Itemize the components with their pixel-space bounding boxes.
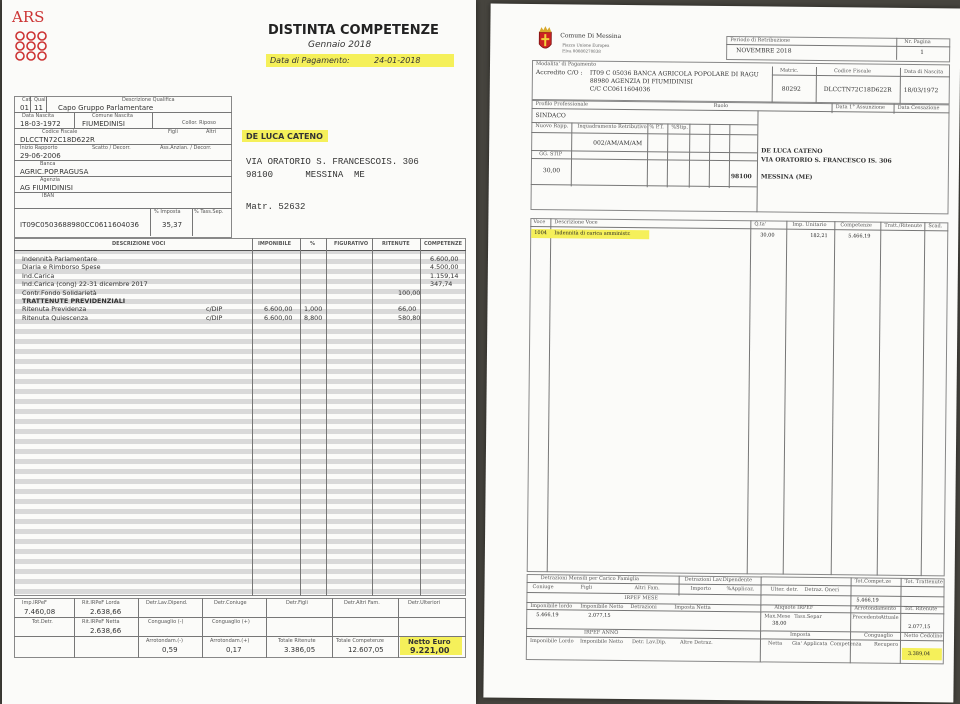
bank-line-2: 88980 AGENZIA DI FIUMIDINISI — [589, 77, 693, 86]
col-trattenute: Tratt./Ritenute — [884, 222, 923, 230]
col-figurativo: FIGURATIVO — [334, 241, 369, 247]
anno-altre-label: Altre Detraz. — [679, 639, 713, 646]
qual-label: Qual. — [34, 97, 48, 103]
cat-value: 01 — [20, 104, 29, 112]
anno-detr-label: Detr. Lav.Dip. — [631, 639, 667, 646]
cessazione-label: Data Cessazione — [897, 104, 940, 112]
page-value: 1 — [920, 49, 925, 57]
tot-competenze-label: Totale Competenze — [336, 638, 384, 644]
imposta-value: 35,37 — [162, 221, 183, 229]
max-mese-value: 38,00 — [772, 620, 787, 627]
aliquote-label: Aliquote IRPEF — [774, 604, 814, 611]
row-desc: Diaria e Rimborso Spese — [22, 263, 101, 272]
max-mese-label: Max.Mese — [764, 613, 791, 620]
anzianita-label: Ass.Anzian. / Decorr. — [160, 145, 212, 151]
bank-line-1: IT09 C 05036 BANCA AGRICOLA POPOLARE DI RAGU — [589, 69, 759, 79]
payment-date-label: Data di Pagamento: — [270, 56, 350, 65]
competenza-label: Competenza — [829, 641, 862, 648]
irpef-mese-label: IRPEF MESE — [624, 594, 659, 602]
col-imponibile: IMPONIBILE — [258, 241, 292, 247]
row-desc: TRATTENUTE PREVIDENZIALI — [22, 297, 126, 305]
arrot-pos-label: Arrotondam.(+) — [210, 638, 250, 644]
codice-fiscale-label: Codice Fiscale — [833, 68, 871, 75]
row-extra: c/DIP — [206, 313, 223, 322]
iban-label: IBAN — [42, 193, 55, 199]
netto-cedolino-value: 3.389,04 — [907, 650, 931, 658]
ruolo-label: Ruolo — [713, 102, 729, 110]
netto-value: 9.221,00 — [410, 646, 450, 655]
inquadramento-value: 002/AM/AM/AM — [593, 139, 643, 148]
recipient-zip: 98100 — [730, 173, 752, 181]
row-competenze: 5.466,19 — [848, 233, 871, 240]
period-value: NOVEMBRE 2018 — [736, 47, 792, 55]
period-label: Periodo di Retribuzione — [730, 37, 791, 44]
row-desc: Ind.Carica (cong) 22-31 dicembre 2017 — [22, 280, 148, 289]
conguaglio-neg-label: Conguaglio (-) — [148, 619, 184, 625]
matricola: Matr. 52632 — [246, 202, 306, 212]
arrot-pos-value: 0,17 — [226, 646, 242, 654]
comune-address: Piazza Unione Europea — [562, 42, 610, 48]
row-imp: 6.600,00 — [264, 313, 293, 322]
imp-lordo-value: 5.466,19 — [536, 612, 559, 619]
part-time-label: % P.T. — [649, 124, 664, 131]
imp-irpef-value: 7.460,08 — [24, 608, 56, 616]
row-comp: 1.159,14 — [430, 271, 459, 280]
tass-sep-label: % Tass.Sep. — [194, 209, 224, 215]
matricola-value: 80292 — [781, 85, 801, 93]
agency-value: AG FIUMIDINISI — [20, 184, 73, 192]
detr-ulteriori-label: Detr.Ulteriori — [408, 600, 441, 606]
row-pct: 8,800 — [304, 313, 323, 322]
agency-label: Agenzia — [40, 177, 60, 183]
imposta-netta-label: Imposta Netta — [674, 604, 711, 611]
tot-ritenute-value: 2.077,15 — [908, 623, 931, 631]
tax-code-value: DLCCTN72C18D622R — [20, 136, 95, 144]
recipient-city: MESSINA (ME) — [760, 173, 813, 181]
row-comp: 6.600,00 — [430, 255, 459, 263]
recipient-name: DE LUCA CATENO — [246, 132, 323, 141]
profilo-label: Profilo Professionale — [535, 101, 589, 108]
bank-label: Banca — [40, 161, 56, 167]
ars-logo-icon — [14, 30, 48, 66]
row-desc: Contr.Fondo Solidarietà — [22, 288, 97, 297]
coniuge-label: Coniuge — [532, 584, 554, 591]
col-quantita: Q.ta' — [754, 221, 767, 228]
col-competenze: Competenze — [840, 222, 872, 229]
comune-piva: P.Iva 00080270838 — [562, 48, 601, 54]
tot-ritenute-label: Tot. Ritenute — [904, 605, 938, 613]
row-quantita: 30,00 — [760, 232, 775, 239]
row-comp: 4.500,00 — [430, 263, 459, 272]
col-descrizione-voci: DESCRIZIONE VOCI — [112, 241, 166, 247]
imp-irpef-label: Imp.IRPeF — [22, 600, 47, 606]
col-descrizione: Descrizione Voce — [554, 219, 598, 226]
col-competenze: COMPETENZE — [424, 241, 463, 247]
imposta-label: Imposta — [790, 631, 811, 638]
tot-trattenute-label: Tot. Trattenute — [904, 578, 943, 586]
arrotondamento-label: Arrotondamento — [854, 605, 897, 612]
arrot-neg-value: 0,59 — [162, 646, 178, 654]
gia-applicata-label: Gia' Applicata — [791, 640, 828, 648]
imp-netto-label: Imponibile Netto — [580, 603, 624, 610]
arrot-neg-label: Arrotondam.(-) — [146, 638, 183, 644]
row-desc: Ritenuta Previdenza — [22, 305, 87, 314]
rit-netta-value: 2.638,66 — [90, 627, 122, 635]
row-desc: Ind.Carica — [22, 271, 55, 280]
recupero-label: Recupero — [873, 641, 899, 648]
birth-place-label: Comune Nascita — [92, 113, 133, 119]
desc-qual-label: Descrizione Qualifica — [122, 97, 175, 103]
payment-date-value: 24-01-2018 — [374, 56, 421, 65]
detraz-oneri-label: Detraz. Oneri — [804, 586, 839, 594]
rit-lorda-value: 2.638,66 — [90, 608, 122, 616]
messina-coat-of-arms-icon — [536, 24, 554, 58]
recipient-address: VIA ORATORIO S. FRANCESCOIS. 306 — [246, 157, 419, 167]
imp-netto-value: 2.077,15 — [588, 612, 611, 619]
altri-fam-label: Altri Fam. — [634, 585, 660, 592]
detr-lav-label: Detrazioni Lav.Dipendente — [684, 576, 753, 584]
detr-mensili-label: Detrazioni Mensili per Carico Famiglia — [540, 575, 640, 583]
recipient-name: DE LUCA CATENO — [761, 147, 823, 156]
tot-compet-value: 5.466,19 — [856, 597, 879, 604]
nuovo-rapp-label: Nuovo Rapp. — [535, 123, 569, 130]
tot-ritenute-value: 3.386,05 — [284, 646, 316, 654]
birth-date-value: 18/03/1972 — [903, 86, 939, 95]
desc-qual-value: Capo Gruppo Parlamentare — [58, 104, 154, 112]
imposta-label: % Imposta — [154, 209, 181, 215]
inquadramento-label: Inquadramento Retributivo — [577, 123, 647, 131]
netto-label: Netto Euro — [408, 638, 451, 646]
accredito-label: Accredito C/O : — [535, 69, 583, 77]
col-scadenza: Scad. — [928, 223, 943, 230]
conguaglio-pos-label: Conguaglio (+) — [212, 619, 250, 625]
conguaglio-label: Conguaglio — [864, 632, 893, 639]
matricola-label: Matric. — [779, 67, 799, 74]
recipient-city: 98100 MESSINA ME — [246, 170, 365, 180]
precedente-label: Precedente — [852, 614, 882, 621]
tass-separ-label: Tass.Separ — [794, 613, 822, 621]
gg-stip-value: 30,00 — [542, 167, 561, 175]
birth-date-label: Data di Nascita — [903, 68, 944, 76]
row-imp-unitario: 182,21 — [810, 232, 828, 240]
iban-value: IT09C0503688980CC0611604036 — [20, 221, 139, 229]
row-comp: 347,74 — [430, 280, 453, 289]
birth-label: Data Nascita — [22, 113, 55, 119]
comune-name: Comune Di Messina — [560, 32, 622, 40]
cat-label: Cat. — [22, 97, 33, 103]
ulter-detr-label: Ulter. detr. — [770, 586, 798, 593]
start-date-value: 29-06-2006 — [20, 152, 61, 160]
gg-stip-label: GG. STIP — [539, 151, 563, 158]
codice-fiscale-value: DLCCTN72C18D622R — [823, 86, 892, 94]
assunzione-label: Data 1° Assunzione — [835, 104, 886, 111]
row-desc: Ritenuta Quiescenza — [22, 313, 89, 322]
applicaz-label: %Applicaz. — [726, 586, 755, 593]
row-rit: 66,00 — [398, 305, 417, 314]
anno-imp-lordo-label: Imponibile Lordo — [529, 638, 574, 645]
imp-lordo-label: Imponibile lordo — [530, 603, 573, 610]
document-period: Gennaio 2018 — [308, 40, 372, 50]
bank-value: AGRIC.POP.RAGUSA — [20, 168, 89, 176]
ars-logo-text: ARS — [12, 8, 45, 26]
recipient-address: VIA ORATORIO S. FRANCESCO IS. 306 — [760, 156, 892, 165]
scatto-label: Scatto / Decorr. — [92, 145, 131, 151]
irpef-anno-label: IRPEF ANNO — [584, 629, 619, 636]
figli-label: Figli — [580, 584, 593, 591]
rit-lorda-label: Rit.IRPeF Lorda — [82, 600, 120, 606]
row-imp: 6.600,00 — [264, 305, 293, 314]
row-voce: 1004 — [534, 230, 548, 237]
detr-altri-label: Detr.Altri Fam. — [344, 600, 380, 606]
birth-date-value: 18-03-1972 — [20, 120, 61, 128]
row-rit: 100,00 — [398, 288, 421, 297]
start-label: Inizio Rapporto — [20, 145, 58, 151]
row-rit: 580,80 — [398, 313, 421, 322]
tot-detr-label: Tot.Detr. — [32, 619, 53, 625]
row-pct: 1,000 — [304, 305, 323, 314]
birth-place-value: FIUMEDINISI — [82, 120, 125, 128]
ars-payslip — [2, 0, 476, 704]
row-desc: Indennità Parlamentare — [22, 255, 98, 263]
attuale-label: Attuale — [880, 614, 899, 621]
altri-label: Altri — [206, 129, 217, 135]
col-imp-unitario: Imp. Unitario — [792, 221, 827, 229]
figli-label: Figli — [168, 129, 178, 135]
netto-cedolino-label: Netto Cedolino — [904, 632, 943, 640]
bank-line-3: C/C CC0611604036 — [589, 85, 651, 94]
row-descrizione: Indennità di carica amministr. — [554, 230, 631, 238]
tax-code-label: Codice Fiscale — [42, 129, 78, 135]
tot-compet-label: Tot.Compet.ze — [854, 578, 892, 585]
rit-netta-label: Rit.IRPeF Netta — [82, 619, 120, 625]
items-table — [527, 218, 949, 576]
page-label: Nr. Pagina — [904, 38, 931, 46]
document-title: DISTINTA COMPETENZE — [268, 23, 439, 38]
importo-label: Importo — [690, 585, 711, 592]
detr-lav-label: Detr.Lav.Dipend. — [146, 600, 188, 606]
row-extra: c/DIP — [206, 305, 223, 314]
stip-label: %Stip. — [671, 124, 688, 131]
col-percent: % — [310, 241, 316, 247]
tot-ritenute-label: Totale Ritenute — [278, 638, 316, 644]
col-ritenute: RITENUTE — [382, 241, 410, 247]
pay-mode-label: Modalita' di Pagamento — [535, 61, 597, 68]
qual-value: 11 — [34, 104, 43, 112]
netta-label: Netta — [767, 640, 783, 647]
tot-competenze-value: 12.607,05 — [348, 646, 384, 654]
collrip-label: Collor. Riposo — [182, 120, 216, 126]
anno-imp-netto-label: Imponibile Netto — [579, 638, 624, 645]
detrazioni-label: Detrazioni — [630, 604, 657, 611]
profilo-value: SINDACO — [535, 112, 566, 120]
comune-payslip — [483, 4, 960, 703]
detr-figli-label: Detr.Figli — [286, 600, 308, 606]
detr-coniuge-label: Detr.Coniuge — [214, 600, 247, 606]
col-voce: Voce — [533, 219, 546, 226]
